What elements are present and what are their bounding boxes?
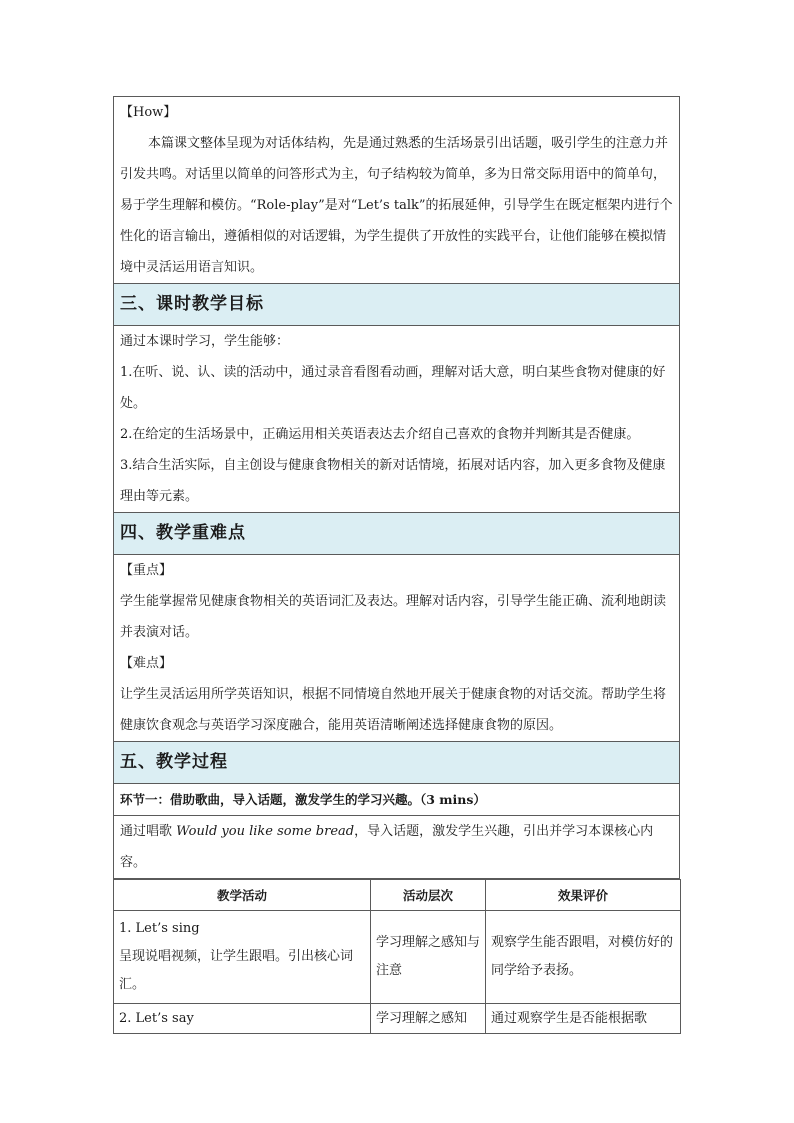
activity-title: 2. Let’s say xyxy=(119,1011,194,1026)
header-evaluation: 效果评价 xyxy=(486,880,681,911)
table-row xyxy=(114,1004,681,1034)
key-points-text: 学生能掌握常见健康食物相关的英语词汇及表达。理解对话内容，引导学生能正确、流利地朗读并表演对话。 xyxy=(120,594,667,640)
evaluation-cell: 通过观察学生是否能根据歌 xyxy=(486,1004,681,1034)
song-title: Would you like some bread xyxy=(176,824,355,839)
objective-item: 1.在听、说、认、读的活动中，通过录音看图看动画，理解对话大意，明白某些食物对健康的好处。 xyxy=(120,365,666,411)
header-level: 活动层次 xyxy=(371,880,486,911)
how-heading: 【How】 xyxy=(120,105,177,120)
step1-intro xyxy=(114,816,679,879)
how-paragraph: 本篇课文整体呈现为对话体结构，先是通过熟悉的生活场景引出话题，吸引学生的注意力并引发共鸣。对话里以简单的问答形式为主，句子结构较为简单，多为日常交际用语中的简单句，易于学生理解和模仿。“Role-play”是对“Let’s talk”的拓展延伸，引导学生在既定框架内进行个性化的语言输出，遵循相似的对话逻辑，为学生提供了开放性的实践平台，让他们能够在模拟情境中灵活运用语言知识。 xyxy=(120,136,673,275)
difficult-points-heading: 【难点】 xyxy=(120,656,173,671)
level-cell: 学习理解之感知与注意 xyxy=(371,911,486,1004)
how-cell xyxy=(114,97,679,284)
key-points-heading: 【重点】 xyxy=(120,563,173,578)
objective-item: 2.在给定的生活场景中，正确运用相关英语表达去介绍自己喜欢的食物并判断其是否健康。 xyxy=(120,427,640,442)
key-difficult-cell xyxy=(114,555,679,742)
step1-heading: 环节一：借助歌曲，导入话题，激发学生的学习兴趣。（3 mins） xyxy=(114,784,679,816)
section3-title: 三、课时教学目标 xyxy=(114,284,679,326)
objectives-cell xyxy=(114,326,679,513)
activity-cell xyxy=(114,911,371,1004)
activity-table xyxy=(113,879,681,1034)
evaluation-cell: 观察学生能否跟唱，对模仿好的同学给予表扬。 xyxy=(486,911,681,1004)
step1-intro-before: 通过唱歌 xyxy=(120,824,177,839)
table-row xyxy=(114,911,681,1004)
activity-table-header xyxy=(114,880,681,911)
step1-intro-after: ，导入话题，激发学生兴趣，引出并学习本课核心内容。 xyxy=(120,824,654,870)
activity-text: 呈现说唱视频，让学生跟唱。引出核心词汇。 xyxy=(119,949,354,992)
lesson-plan-page xyxy=(113,96,680,1034)
section5-title: 五、教学过程 xyxy=(114,742,679,784)
objective-item: 3.结合生活实际，自主创设与健康食物相关的新对话情境，拓展对话内容，加入更多食物及健康理由等元素。 xyxy=(120,458,666,504)
lesson-plan-table xyxy=(113,96,680,879)
header-activity: 教学活动 xyxy=(114,880,371,911)
level-cell: 学习理解之感知 xyxy=(371,1004,486,1034)
activity-cell xyxy=(114,1004,371,1034)
activity-title: 1. Let’s sing xyxy=(119,921,200,936)
objectives-intro: 通过本课时学习，学生能够： xyxy=(120,334,290,349)
section4-title: 四、教学重难点 xyxy=(114,513,679,555)
difficult-points-text: 让学生灵活运用所学英语知识，根据不同情境自然地开展关于健康食物的对话交流。帮助学生将健康饮食观念与英语学习深度融合，能用英语清晰阐述选择健康食物的原因。 xyxy=(120,687,667,733)
